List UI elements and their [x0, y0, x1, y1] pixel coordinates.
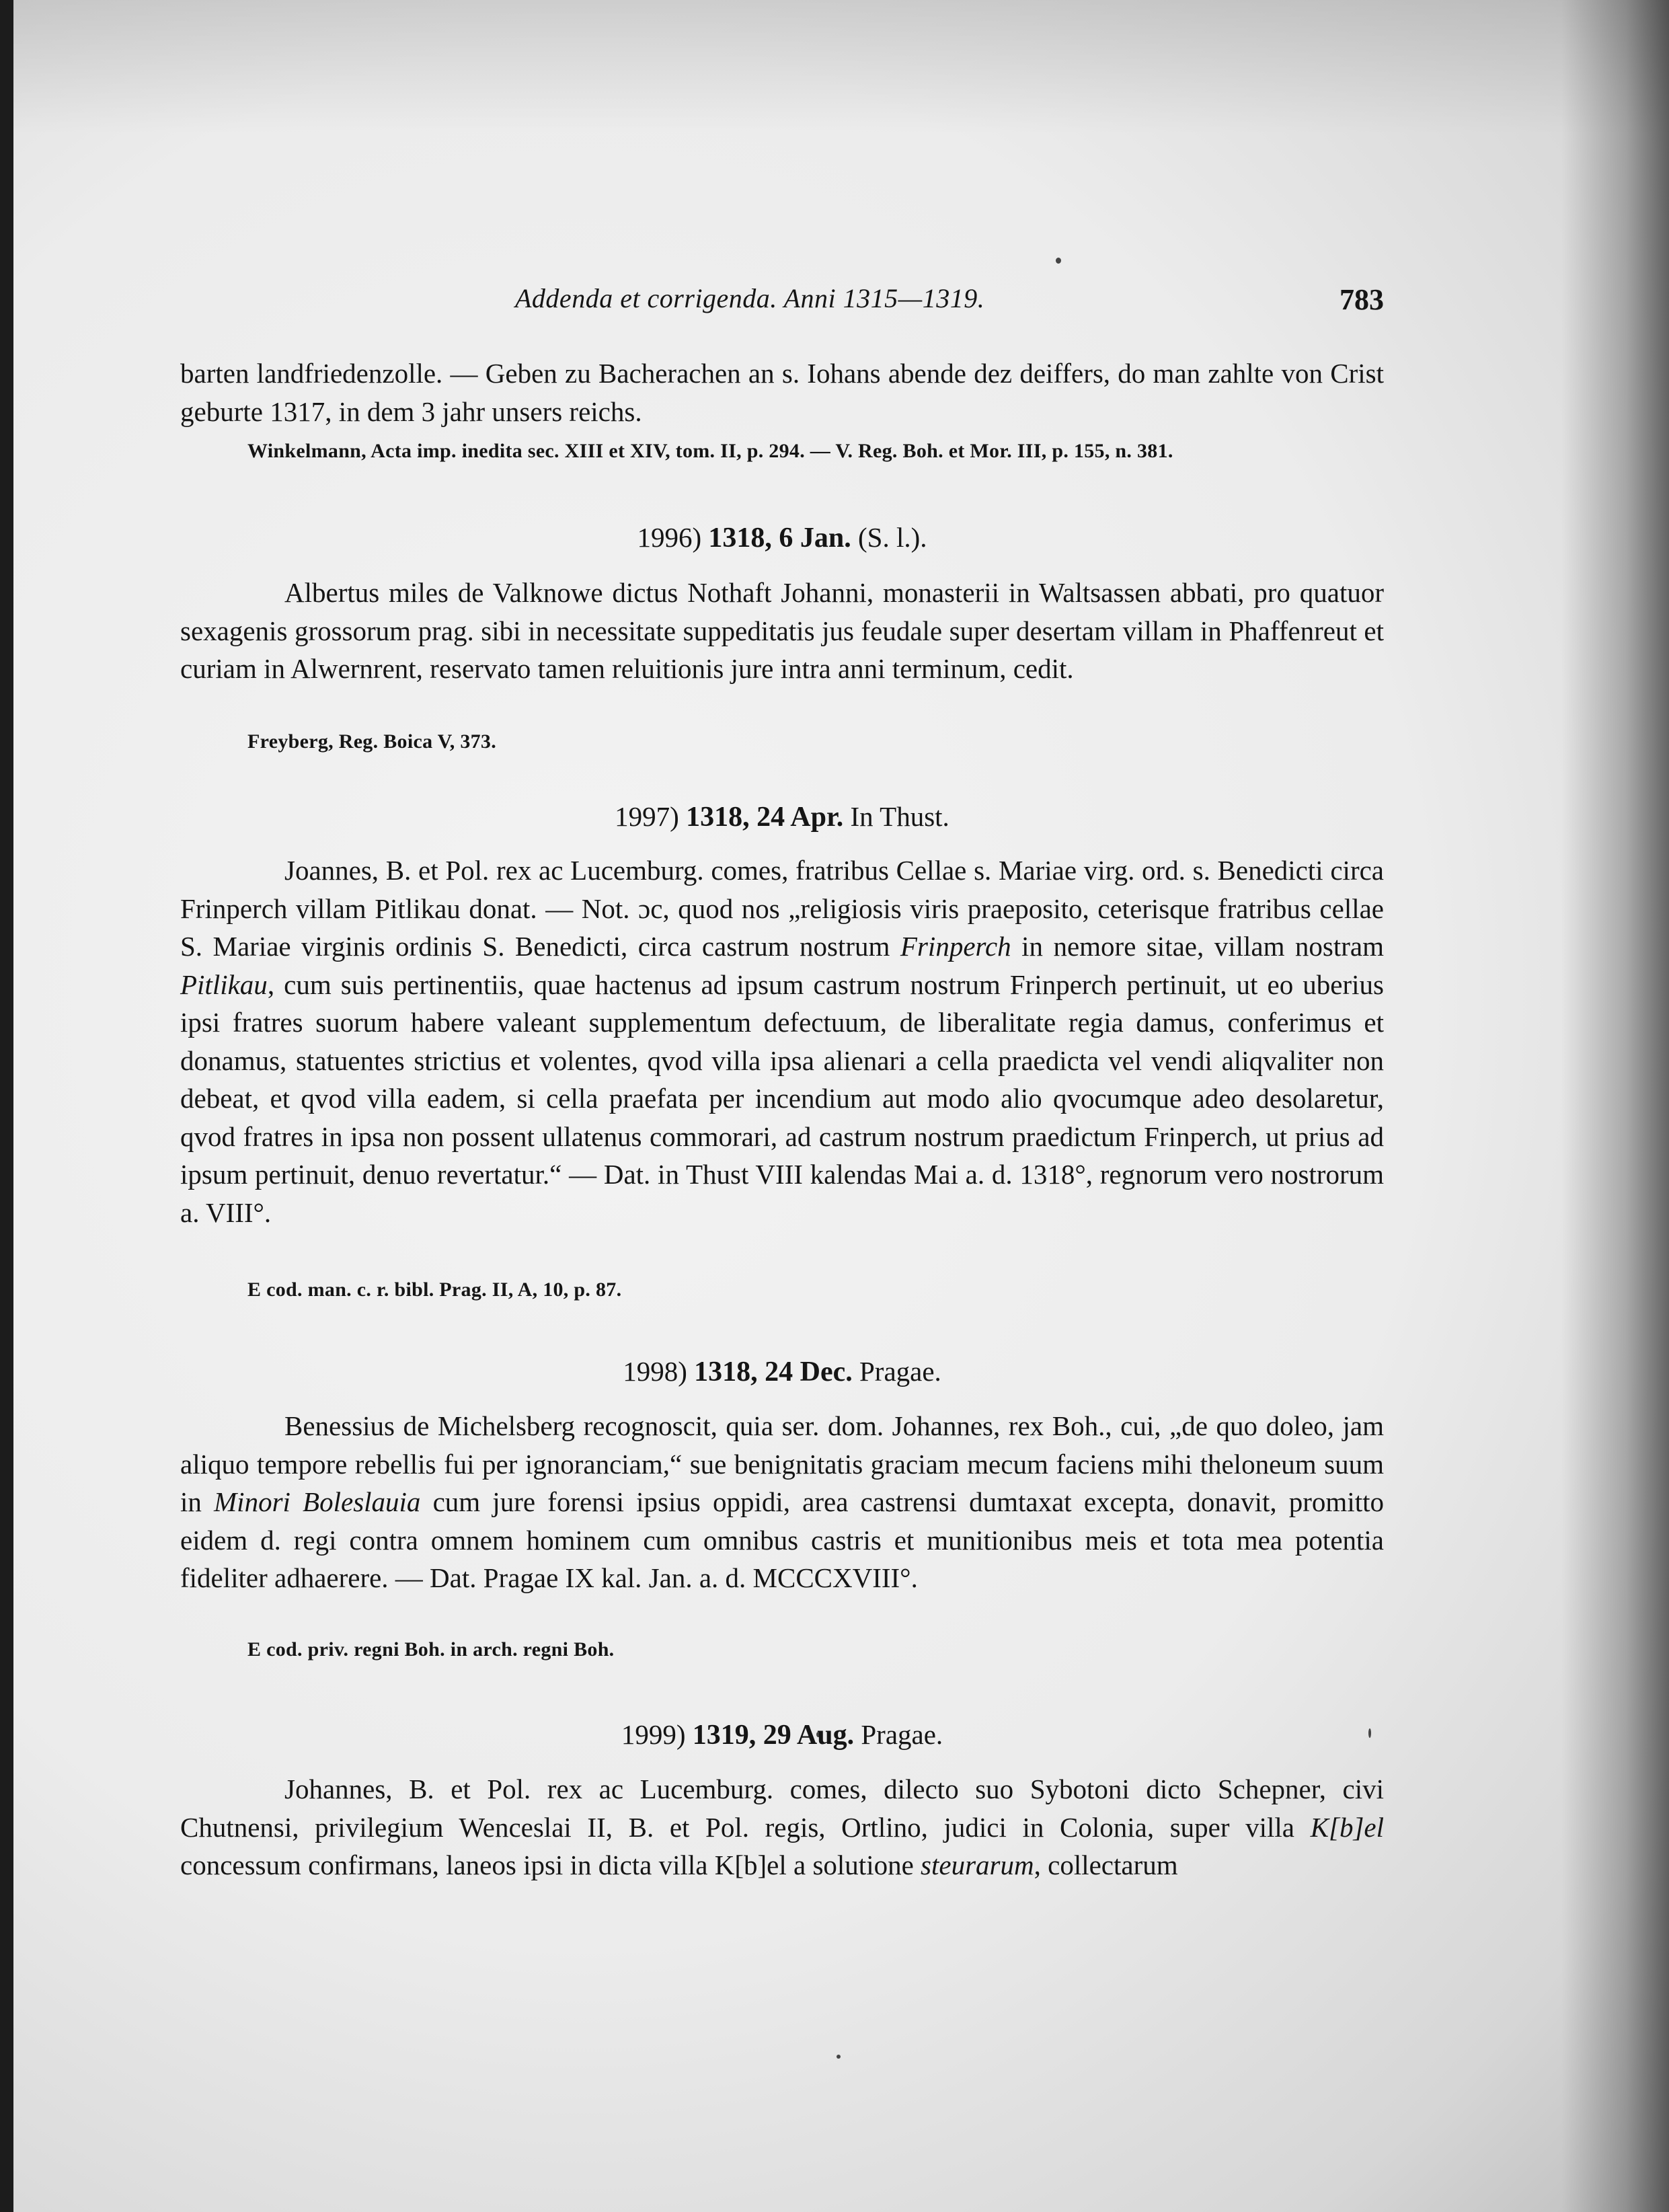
- text-run: in nemore sitae, villam nostram: [1011, 931, 1384, 962]
- text-run-italic: steurarum: [921, 1849, 1034, 1880]
- entry-number: 1996): [637, 522, 702, 553]
- entry-date: 1319, 29 Aug.: [692, 1720, 855, 1751]
- entry-place: Pragae.: [859, 1356, 941, 1387]
- page-content: [180, 0, 1384, 2212]
- running-title: Addenda et corrigenda. Anni 1315—1319.: [515, 283, 985, 313]
- entry-note-1997: [180, 1276, 1384, 1304]
- text-run: cum jure forensi ipsius oppidi, area castrensi dumtaxat excepta, donavit, promitto eidem d. regi contra omnem hominem cum omnibus castris et munitionibus meis et tota mea potentia fideliter adhaerere. — Dat. Pragae IX kal. Jan. a. d. MCCCXVIII°.: [180, 1486, 1384, 1593]
- entry-heading-1997: [180, 800, 1384, 833]
- entry-place: Pragae.: [861, 1719, 943, 1750]
- text-run-italic: Minori Boleslauia: [214, 1486, 421, 1517]
- continued-paragraph: [180, 354, 1384, 430]
- entry-date: 1318, 6 Jan.: [708, 523, 851, 554]
- entry-text: [180, 1770, 1384, 1884]
- entry-number: 1998): [623, 1356, 687, 1387]
- entry-text-1997: [180, 851, 1384, 1231]
- entry-date: 1318, 24 Apr.: [686, 802, 844, 833]
- text-run-italic: K[b]el: [1310, 1811, 1384, 1843]
- note-text: E cod. man. c. r. bibl. Prag. II, A, 10, p. 87.: [247, 1279, 622, 1301]
- text-run: , collectarum: [1034, 1849, 1178, 1880]
- text-run: Joannes, B. et Pol. rex ac Lucemburg. comes, fratribus Cellae s. Mariae virg. ord. s. Benedicti circa Frinperch villam Pitlikau donat. — Not. ɔc, quod nos „religiosis viris praeposito, ceterisque fratribus cellae S. Mariae virginis ordinis S. Benedicti, circa castrum nostrum: [180, 855, 1384, 962]
- text-run-italic: Frinperch: [900, 931, 1011, 962]
- scan-border-left: [0, 0, 13, 2212]
- paragraph-text: barten landfriedenzolle. — Geben zu Bacherachen an s. Iohans abende dez deiffers, do man zahlte von Crist geburte 1317, in dem 3 jahr unsers reichs.: [180, 358, 1384, 427]
- text-run: , cum suis pertinentiis, quae hactenus ad ipsum castrum nostrum Frinperch pertinuit, ut eo uberius ipsi fratres suorum habere valeant supplementum defectuum, de liberalitate regia damus, conferimus et donamus, statuentes strictius et volentes, qvod villa ipsa alienari a cella praedicta vel vendi aliqvaliter non debeat, et qvod villa eadem, si cella praefata per incendium aut modo alio qvocumque adeo desolaretur, qvod fratres in ipsa non possent ullatenus commorari, ad castrum nostrum praedictum Frinperch, ut prius ad ipsum pertinuit, denuo revertatur.“ — Dat. in Thust VIII kalendas Mai a. d. 1318°, regnorum vero nostrorum a. VIII°.: [180, 968, 1384, 1228]
- entry-heading-1999: [180, 1718, 1384, 1751]
- entry-text: [180, 851, 1384, 1231]
- text-run: Benessius de Michelsberg recognoscit, quia ser. dom. Johannes, rex Boh., cui, „de quo doleo, jam aliquo tempore rebellis fui per ignoranciam,“ sue benignitatis graciam mecum faciens mihi theloneum suum in: [180, 1410, 1384, 1517]
- entry-number: 1999): [621, 1719, 686, 1750]
- entry-heading-1996: [180, 521, 1384, 554]
- entry-text-1999: [180, 1770, 1384, 1884]
- page-number: 783: [1340, 283, 1384, 316]
- entry-text: [180, 1407, 1384, 1597]
- running-header: [180, 282, 1384, 323]
- entry-note-1998: [180, 1636, 1384, 1664]
- entry-text-1996: [180, 574, 1384, 688]
- entry-date: 1318, 24 Dec.: [694, 1357, 853, 1387]
- entry-text: Albertus miles de Valknowe dictus Nothaft Johanni, monasterii in Waltsassen abbati, pro quatuor sexagenis grossorum prag. sibi in necessitate suppeditatis jus feudale super desertam villam in Phaffenreut et curiam in Alwernrent, reservato tamen reluitionis jure intra anni terminum, cedit.: [180, 577, 1384, 684]
- text-run: concessum confirmans, laneos ipsi in dicta villa K[b]el a solutione: [180, 1849, 921, 1880]
- scan-shadow-right: [1561, 0, 1669, 2212]
- source-note: [180, 437, 1384, 465]
- note-text: E cod. priv. regni Boh. in arch. regni Boh.: [247, 1638, 615, 1661]
- text-run: Johannes, B. et Pol. rex ac Lucemburg. comes, dilecto suo Sybotoni dicto Schepner, civi Chutnensi, privilegium Wenceslai II, B. et Pol. regis, Ortlino, judici in Colonia, super villa: [180, 1774, 1384, 1843]
- entry-place: (S. l.).: [858, 522, 927, 553]
- entry-place: In Thust.: [850, 801, 949, 832]
- entry-text-1998: [180, 1407, 1384, 1597]
- note-text: Freyberg, Reg. Boica V, 373.: [247, 730, 497, 753]
- text-run-italic: Pitlikau: [180, 968, 268, 1000]
- entry-number: 1997): [615, 801, 679, 832]
- entry-note-1996: [180, 728, 1384, 756]
- entry-heading-1998: [180, 1355, 1384, 1388]
- note-text: Winkelmann, Acta imp. inedita sec. XIII et XIV, tom. II, p. 294. — V. Reg. Boh. et Mor. III, p. 155, n. 381.: [247, 440, 1173, 462]
